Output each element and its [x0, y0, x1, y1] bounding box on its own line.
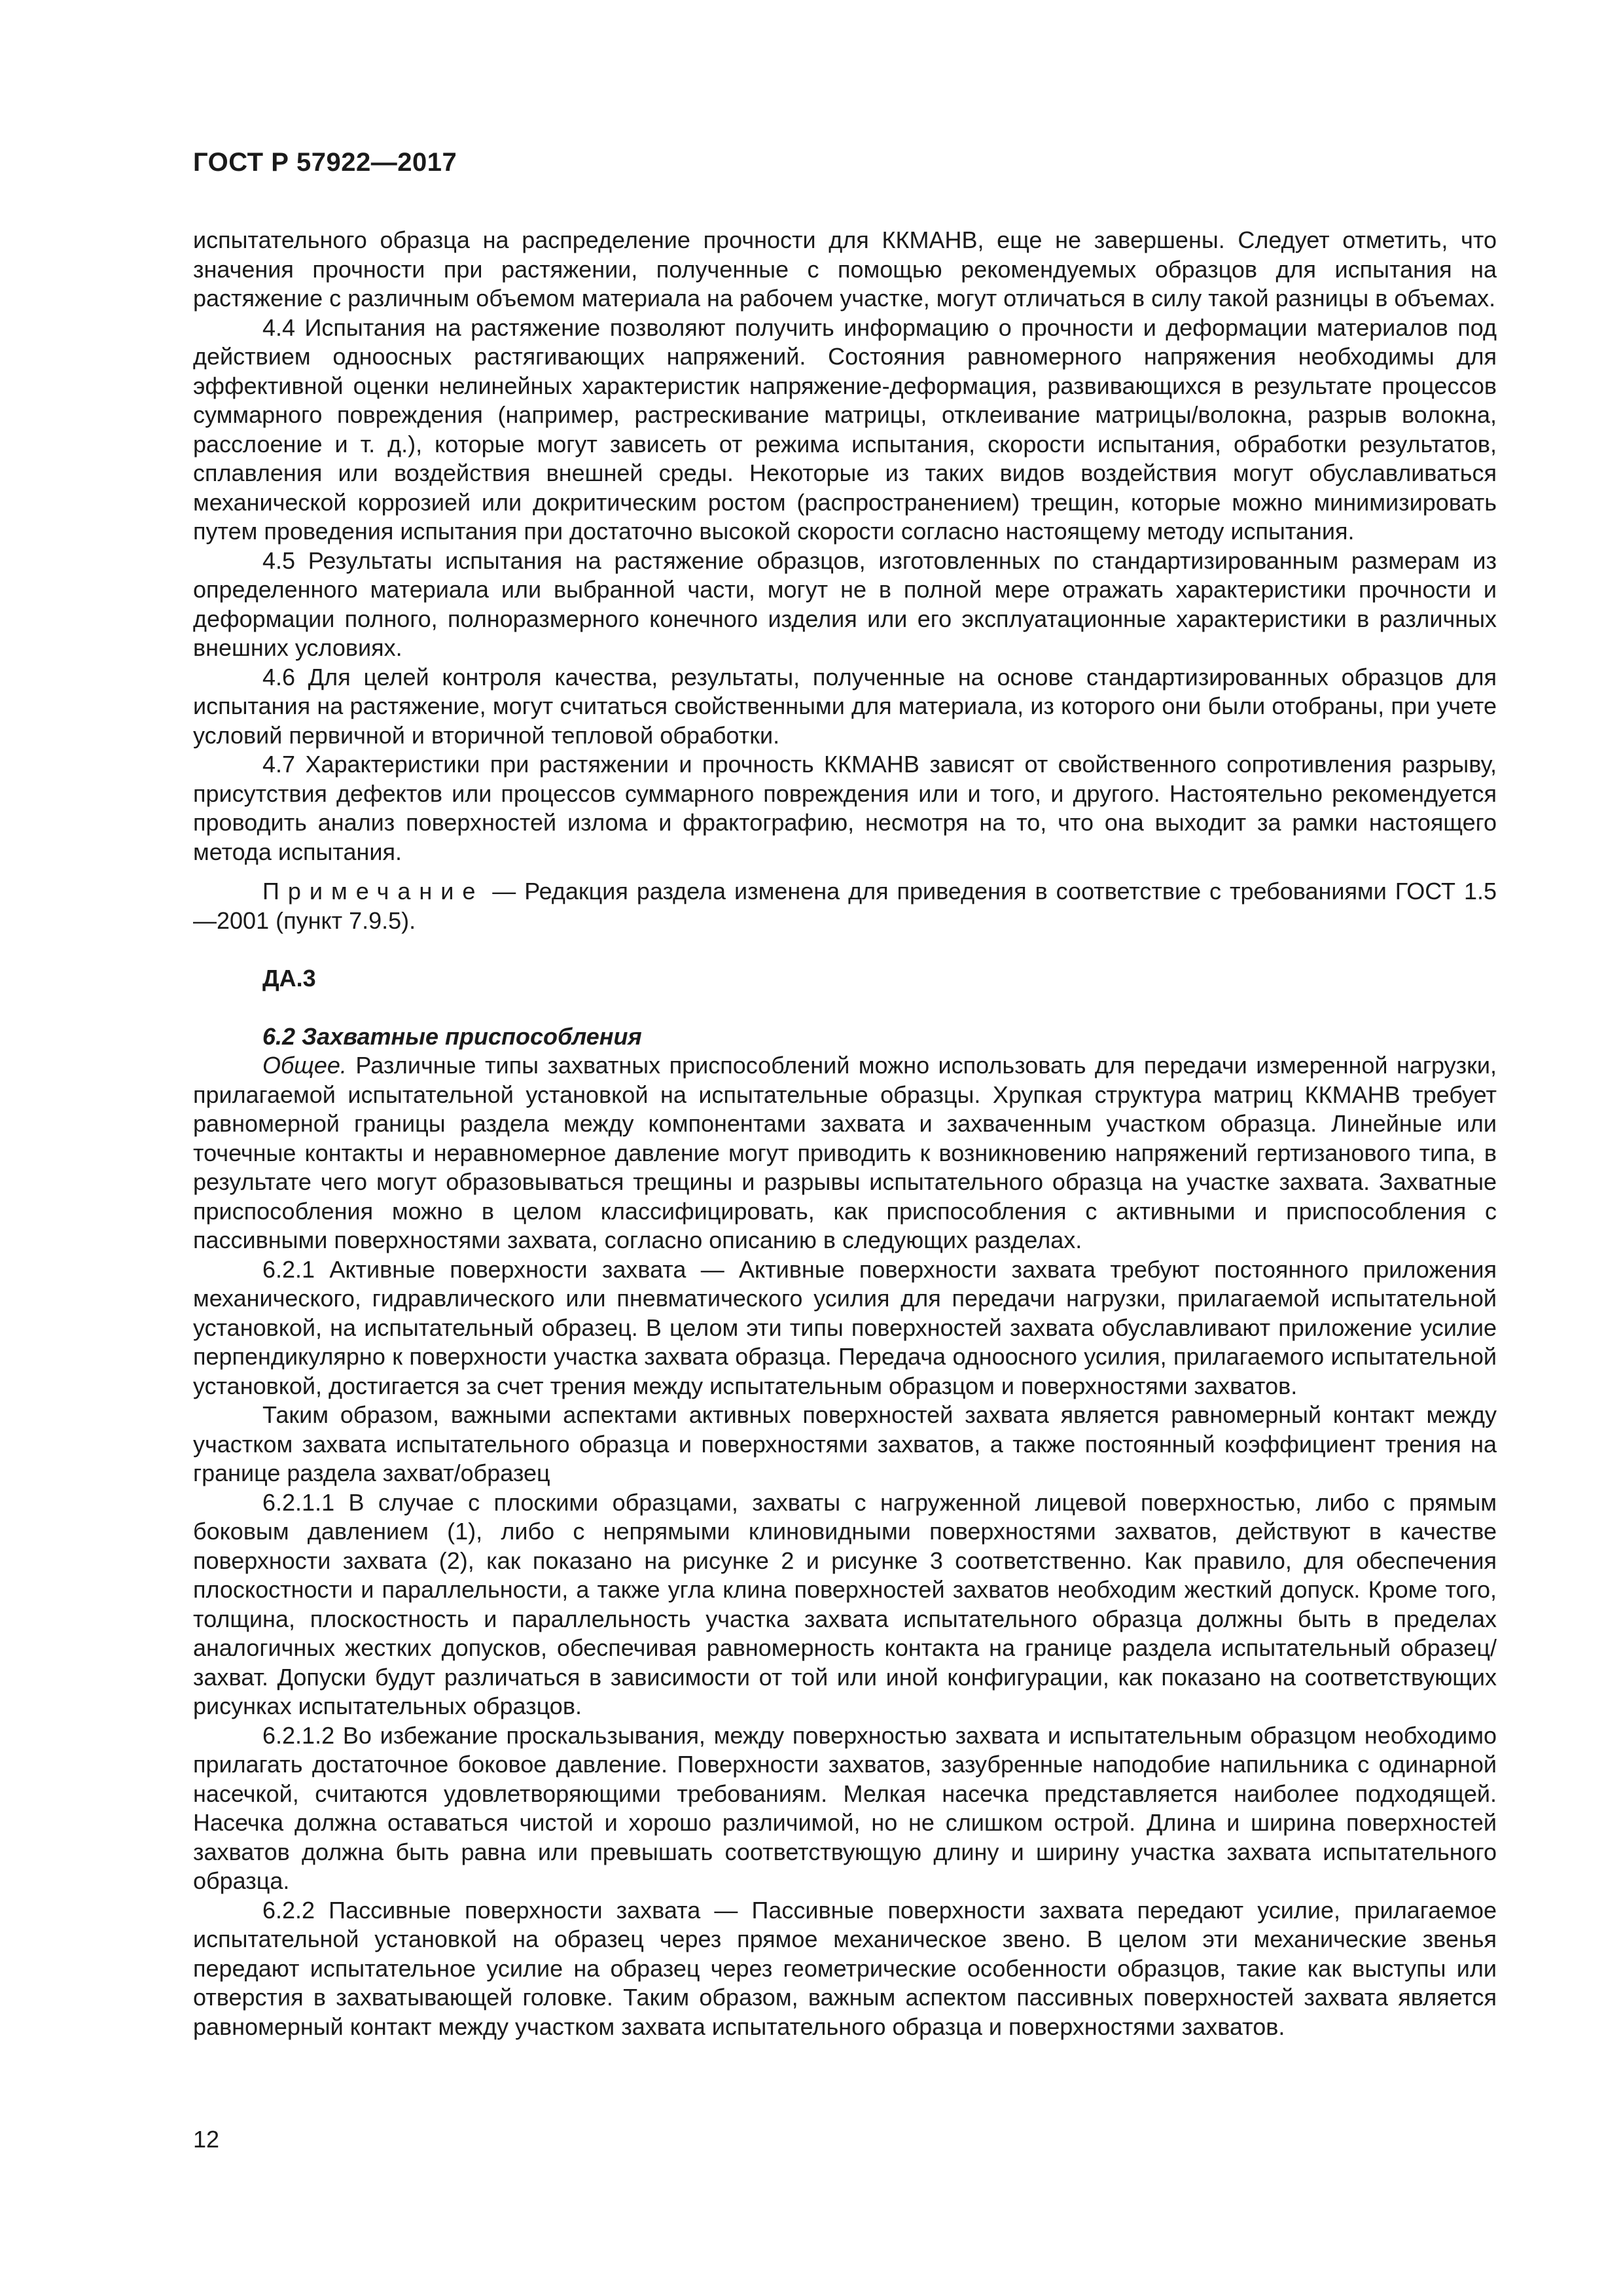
general-text: Различные типы захватных приспособлений можно использовать для передачи измеренной нагрузки, прилагаемой испытательной установкой на испытательные образцы. Хрупкая структура матриц ККМАНВ требует равномерной границы раздела между компонентами захвата и захваченным участком образца. Линейные или точечные контакты и неравномерное давление могут приводить к возникновению напряжений гертизанового типа, в результате чего могут образовываться трещины и разрывы испытательного образца на участке захвата. Захватные приспособления можно в целом классифицировать, как приспособления с активными и приспособления с пассивными поверхностями захвата, согласно описанию в следующих разделах. [193, 1052, 1497, 1253]
paragraph-4-4: 4.4 Испытания на растяжение позволяют получить информацию о прочности и деформации материалов под действием одноосных растягивающих напряжений. Состояния равномерного напряжения необходимы для эффективной оценки нелинейных характеристик напряжение-деформация, развивающихся в результате процессов суммарного повреждения (например, растрескивание матрицы, отклеивание матрицы/волокна, разрыв волокна, расслоение и т. д.), которые могут зависеть от режима испытания, скорости испытания, обработки результатов, сплавления или воздействия внешней среды. Некоторые из таких видов воздействия могут обуславливаться механической коррозией или докритическим ростом (распространением) трещин, которые можно минимизировать путем проведения испытания при достаточно высокой скорости согласно настоящему методу испытания. [193, 314, 1497, 545]
paragraph-6-2-1: 6.2.1 Активные поверхности захвата — Активные поверхности захвата требуют постоянного приложения механического, гидравлического или пневматического усилия для передачи нагрузки, прилагаемой испытательной установкой, на испытательный образец. В целом эти типы поверхностей захвата обуславливают приложение усилие перпендикулярно к поверхности участка захвата образца. Передача одноосного усилия, прилагаемого испытательной установкой, достигается за счет трения между испытательным образцом и поверхностями захватов. [193, 1255, 1497, 1399]
paragraph-6-2-1-2: 6.2.1.2 Во избежание проскальзывания, между поверхностью захвата и испытательным образцом необходимо прилагать достаточное боковое давление. Поверхности захватов, зазубренные наподобие напильника с одинарной насечкой, считаются удовлетворяющими требованиям. Мелкая насечка представляется наиболее подходящей. Насечка должна оставаться чистой и хорошо различимой, но не слишком острой. Длина и ширина поверхностей захватов должна быть равна или превышать соответствующую длину и ширину участка захвата испытательного образца. [193, 1721, 1497, 1894]
document-header: ГОСТ Р 57922—2017 [193, 148, 457, 177]
paragraph-6-2-1-1: 6.2.1.1 В случае с плоскими образцами, захваты с нагруженной лицевой поверхностью, либо с прямым боковым давлением (1), либо с непрямыми клиновидными поверхностями захватов, действуют в качестве поверхности захвата (2), как показано на рисунке 2 и рисунке 3 соответственно. Как правило, для обеспечения плоскостности и параллельности, а также угла клина поверхностей захватов необходим жесткий допуск. Кроме того, толщина, плоскостность и параллельность участка захвата испытательного образца должны быть в пределах аналогичных жестких допусков, обеспечивая равномерность контакта на границе раздела испытательный образец/захват. Допуски будут различаться в зависимости от той или иной конфигурации, как показано на соответствующих рисунках испытательных образцов. [193, 1488, 1497, 1719]
paragraph-4-5: 4.5 Результаты испытания на растяжение образцов, изготовленных по стандартизированным размерам из определенного материала или выбранной части, могут не в полной мере отражать характеристики прочности и деформации полного, полноразмерного конечного изделия или его эксплуатационные характеристики в различных внешних условиях. [193, 547, 1497, 661]
paragraph-6-2-2: 6.2.2 Пассивные поверхности захвата — Пассивные поверхности захвата передают усилие, прилагаемое испытательной установкой на образец через прямое механическое звено. В целом эти механические звенья передают испытательное усилие на образец через геометрические особенности образцов, такие как выступы или отверстия в захватывающей головке. Таким образом, важным аспектом пассивных поверхностей захвата является равномерный контакт между участком захвата испытательного образца и поверхностями захватов. [193, 1896, 1497, 2040]
paragraph-thus: Таким образом, важными аспектами активных поверхностей захвата является равномерный контакт между участком захвата испытательного образца и поверхностями захватов, а также постоянный коэффициент трения на границе раздела захват/образец [193, 1401, 1497, 1486]
general-lead: Общее. [262, 1052, 347, 1079]
document-body [193, 226, 1497, 2041]
page-number: 12 [193, 2126, 220, 2153]
note-label: Примечание [262, 878, 484, 905]
note [193, 877, 1497, 935]
paragraph-continuation: испытательного образца на распределение прочности для ККМАНВ, еще не завершены. Следует отметить, что значения прочности при растяжении, полученные с помощью рекомендуемых образцов для испытания на растяжение с различным объемом материала на рабочем участке, могут отличаться в силу такой разницы в объемах. [193, 226, 1497, 312]
paragraph-4-6: 4.6 Для целей контроля качества, результаты, полученные на основе стандартизированных образцов для испытания на растяжение, могут считаться свойственными для материала, из которого они были отобраны, при учете условий первичной и вторичной тепловой обработки. [193, 663, 1497, 749]
section-subtitle: 6.2 Захватные приспособления [262, 1022, 642, 1050]
paragraph-4-7: 4.7 Характеристики при растяжении и прочность ККМАНВ зависят от свойственного сопротивления разрыву, присутствия дефектов или процессов суммарного повреждения или и того, и другого. Настоятельно рекомендуется проводить анализ поверхностей излома и фрактографию, несмотря на то, что она выходит за рамки настоящего метода испытания. [193, 751, 1497, 865]
annex-heading: ДА.3 [262, 965, 316, 992]
note-text: — Редакция раздела изменена для приведения в соответствие с требованиями ГОСТ 1.5—2001 (пункт 7.9.5). [193, 878, 1497, 934]
paragraph-general [193, 1051, 1497, 1255]
